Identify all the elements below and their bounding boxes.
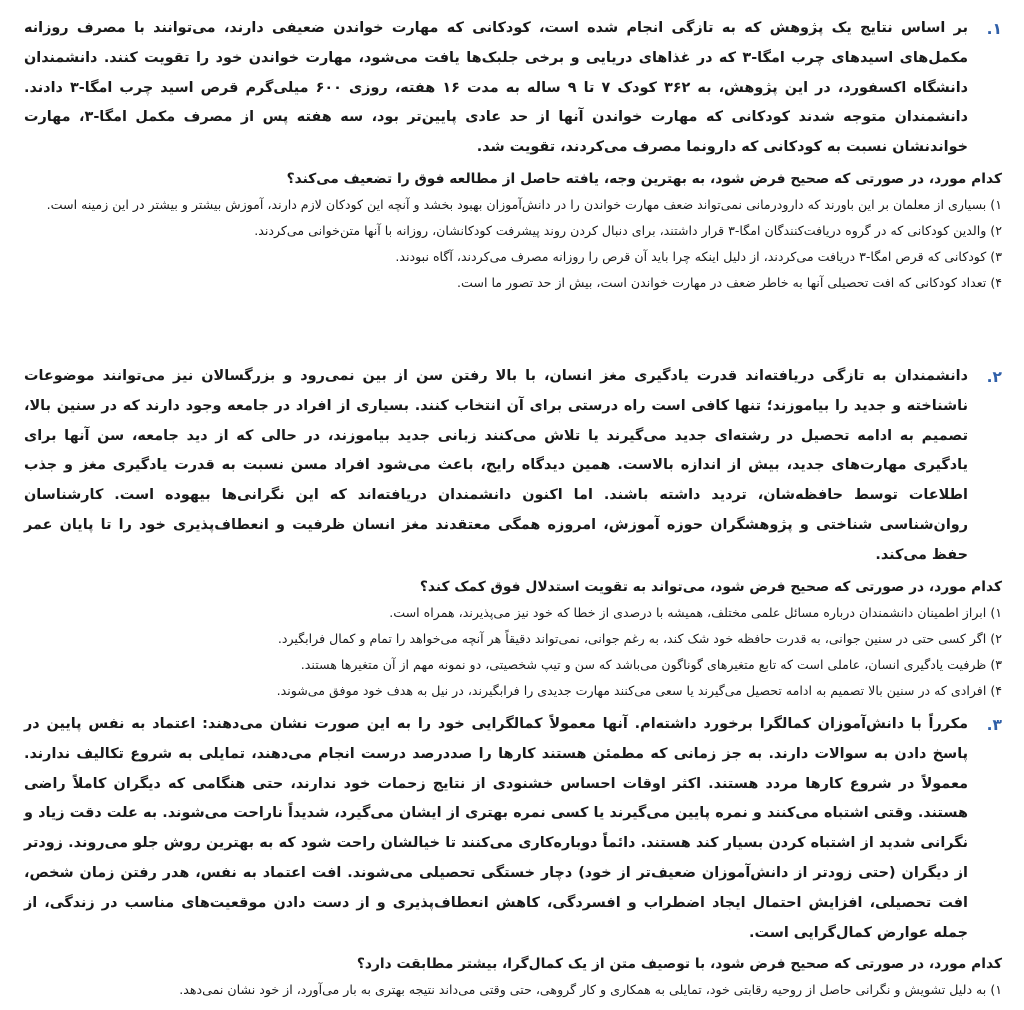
options-list	[24, 600, 1002, 704]
question-prompt: کدام مورد، در صورتی که صحیح فرض شود، با توصیف متن از یک کمال‌گرا، بیشتر مطابقت دارد؟	[356, 956, 1002, 973]
passage-text: دانشمندان به تازگی دریافته‌اند قدرت یادگیری مغز انسان، با بالا رفتن سن از بین نمی‌رود و بزرگسالان نیز می‌توانند موضوعات ناشناخته و جدید را بیاموزند؛ تنها کافی است راه درستی برای آن انتخاب کنند. بسیاری از افراد در جامعه وجود دارند که در سنین بالا، تصمیم به ادامه تحصیل در رشته‌ای جدید می‌گیرند یا تلاش می‌کنند زبانی جدید بیاموزند، در حالی که از دید جامعه، سن آنها برای یادگیری مهارت‌های جدید، بیش از اندازه بالاست. همین دیدگاه رایج، باعث می‌شود افراد مسن نسبت به قدرت یادگیری مغز و جذب اطلاعات توسط حافظه‌شان، تردید داشته باشند. اما اکنون دانشمندان دریافته‌اند که این نگرانی‌ها بیهوده است. کارشناسان روان‌شناسی شناختی و پژوهشگران حوزه آموزش، امروزه همگی معتقدند مغز انسان ظرفیت و انعطاف‌پذیری خود را تا پایان عمر حفظ می‌کند.	[24, 368, 968, 563]
question-number: ۲.	[986, 368, 1002, 386]
option-4[interactable]: ۴) تعداد کودکانی که افت تحصیلی آنها به خاطر ضعف در مهارت خواندن است، بیش از حد تصور ما است.	[457, 274, 1002, 290]
options-list	[24, 977, 1002, 1003]
question-body	[24, 710, 1002, 1003]
question-number: ۱.	[986, 20, 1002, 38]
passage-text: مکرراً با دانش‌آموزان کمالگرا برخورد داشته‌ام. آنها معمولاً کمالگرایی خود را به این صورت نشان می‌دهند: اعتماد به نفس پایین در پاسخ دادن به سوالات دارند. به جز زمانی که مطمئن هستند کارها را صددرصد درست انجام می‌دهند، تمایلی به شروع تکالیف ندارند. معمولاً در شروع کارها مردد هستند. اکثر اوقات احساس خشنودی از نتایج زحمات خود ندارند، حتی هنگامی که دیگران کاملاً راضی هستند. وقتی اشتباه می‌کنند و نمره پایین می‌گیرند یا کسی نمره بهتری از ایشان می‌گیرد، شدیداً ناراحت می‌شوند. به علت دقت زیاد و نگرانی شدید از اشتباه کردن بسیار کند هستند. دائماً دوباره‌کاری می‌کنند تا خیالشان راحت شود که به بهترین روش جلو می‌روند. زودتر از دیگران (حتی زودتر از دانش‌آموزان ضعیف‌تر از خود) دچار خستگی تحصیلی می‌شوند. افت اعتماد به نفس، هدر رفتن زمان شخص، افت تحصیلی، افزایش احتمال ایجاد اضطراب و افسردگی، کاهش انعطاف‌پذیری و از دست دادن موقعیت‌های مناسب در زندگی، از جمله عوارض کمال‌گرایی است.	[24, 716, 968, 941]
option-3[interactable]: ۳) ظرفیت یادگیری انسان، عاملی است که تابع متغیرهای گوناگون می‌باشد که سن و تیپ شخصیتی، دو نمونه مهم از آن متغیرها هستند.	[300, 656, 1002, 672]
question-number: ۳.	[986, 716, 1002, 734]
passage-text: بر اساس نتایج یک پژوهش که به تازگی انجام شده است، کودکانی که مهارت خواندن ضعیفی دارند، می‌توانند با مصرف روزانه مکمل‌های اسیدهای چرب امگا-۳ که در غذاهای دریایی و برخی جلبک‌ها یافت می‌شود، مهارت خواندن خود را تقویت کنند. دانشمندان دانشگاه اکسفورد، در این پژوهش، به ۳۶۲ کودک ۷ تا ۹ ساله به مدت ۱۶ هفته، روزی ۶۰۰ میلی‌گرم قرص اسید چرب امگا-۳ دادند. دانشمندان متوجه شدند کودکانی که مهارت خواندن آنها از حد عادی پایین‌تر بود، سه هفته پس از مصرف مکمل امگا-۳، مهارت خواندنشان نسبت به کودکانی که دارونما مصرف می‌کردند، تقویت شد.	[24, 20, 969, 156]
option-3[interactable]: ۳) کودکانی که قرص امگا-۳ دریافت می‌کردند، از دلیل اینکه چرا باید آن قرص را روزانه مصرف می‌کردند، آگاه نبودند.	[395, 248, 1002, 264]
option-1[interactable]: ۱) ابراز اطمینان دانشمندان درباره مسائل علمی مختلف، همیشه با درصدی از خطا که خود نیز می‌پذیرند، همراه است.	[389, 604, 1002, 620]
question-3	[24, 710, 1002, 1003]
option-1[interactable]: ۱) بسیاری از معلمان بر این باورند که دارودرمانی نمی‌تواند ضعف مهارت خواندن را در دانش‌آموزان بهبود بخشد و آنچه این کودکان لازم دارند، آموزش بیشتر و بیشتر در این زمینه است.	[46, 196, 1002, 212]
options-list	[24, 192, 1002, 296]
option-4[interactable]: ۴) افرادی که در سنین بالا تصمیم به ادامه تحصیل می‌گیرند یا سعی می‌کنند مهارت جدیدی را فرابگیرند، در نیل به هدف خود موفق می‌شوند.	[276, 682, 1002, 698]
question-body	[24, 14, 1002, 296]
question-prompt: کدام مورد، در صورتی که صحیح فرض شود، به بهترین وجه، یافته حاصل از مطالعه فوق را تضعیف می‌کند؟	[286, 170, 1002, 187]
question-prompt: کدام مورد، در صورتی که صحیح فرض شود، می‌تواند به تقویت استدلال فوق کمک کند؟	[419, 578, 1002, 595]
question-2	[24, 362, 1002, 710]
option-2[interactable]: ۲) اگر کسی حتی در سنین جوانی، به قدرت حافظه خود شک کند، به رغم جوانی، نمی‌تواند دقیقاً هر آنچه می‌خواهد را تمام و کمال فرابگیرد.	[277, 630, 1002, 646]
question-1	[24, 14, 1002, 362]
question-body	[24, 362, 1002, 704]
option-2[interactable]: ۲) والدین کودکانی که در گروه دریافت‌کنندگان امگا-۳ قرار داشتند، برای دنبال کردن روند پیشرفت کودکانشان، روزانه با آنها متن‌خوانی می‌کردند.	[254, 222, 1002, 238]
option-1[interactable]: ۱) به دلیل تشویش و نگرانی حاصل از روحیه رقابتی خود، تمایلی به همکاری و کار گروهی، حتی وقتی می‌داند نتیجه بهتری به بار می‌آورد، از خود نشان نمی‌دهد.	[179, 982, 1002, 998]
